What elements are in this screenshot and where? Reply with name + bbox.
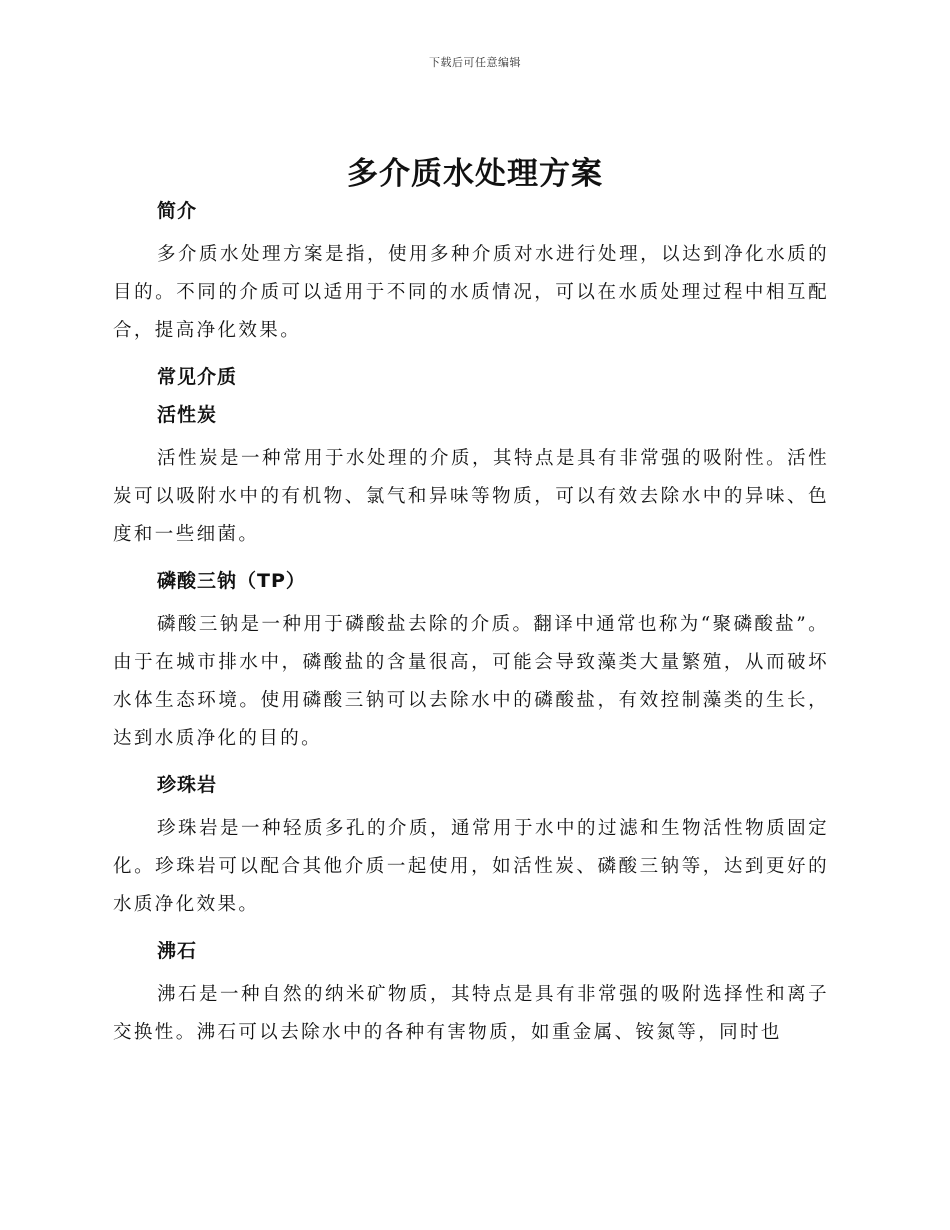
section-paragraph: 磷酸三钠是一种用于磷酸盐去除的介质。翻译中通常也称为“聚磷酸盐”。由于在城市排水中，磷酸盐的含量很高，可能会导致藻类大量繁殖，从而破坏水体生态环境。使用磷酸三钠可以去除水中的磷酸盐，有效控制藻类的生长，达到水质净化的目的。 (113, 614, 829, 749)
section-intro (113, 192, 829, 350)
section-trisodium-phosphate (113, 562, 829, 758)
section-heading: 常见介质 (157, 366, 238, 388)
section-paragraph: 活性炭是一种常用于水处理的介质，其特点是具有非常强的吸附性。活性炭可以吸附水中的有机物、氯气和异味等物质，可以有效去除水中的异味、色度和一些细菌。 (113, 448, 829, 545)
section-heading: 珍珠岩 (157, 774, 218, 796)
section-paragraph: 沸石是一种自然的纳米矿物质，其特点是具有非常强的吸附选择性和离子交换性。沸石可以去除水中的各种有害物质，如重金属、铵氮等，同时也 (113, 984, 829, 1043)
section-common-media (113, 358, 829, 396)
section-zeolite (113, 932, 829, 1052)
section-heading: 简介 (157, 200, 198, 222)
document-title: 多介质水处理方案 (347, 156, 603, 192)
section-activated-carbon (113, 396, 829, 554)
section-perlite (113, 766, 829, 924)
section-heading: 磷酸三钠（TP） (157, 570, 306, 592)
section-heading: 活性炭 (157, 404, 218, 426)
section-paragraph: 珍珠岩是一种轻质多孔的介质，通常用于水中的过滤和生物活性物质固定化。珍珠岩可以配合其他介质一起使用，如活性炭、磷酸三钠等，达到更好的水质净化效果。 (113, 818, 829, 915)
document-body (113, 192, 829, 1060)
section-paragraph: 多介质水处理方案是指，使用多种介质对水进行处理，以达到净化水质的目的。不同的介质可以适用于不同的水质情况，可以在水质处理过程中相互配合，提高净化效果。 (113, 244, 829, 341)
section-heading: 沸石 (157, 940, 198, 962)
page-header: 下载后可任意编辑 (429, 56, 521, 69)
